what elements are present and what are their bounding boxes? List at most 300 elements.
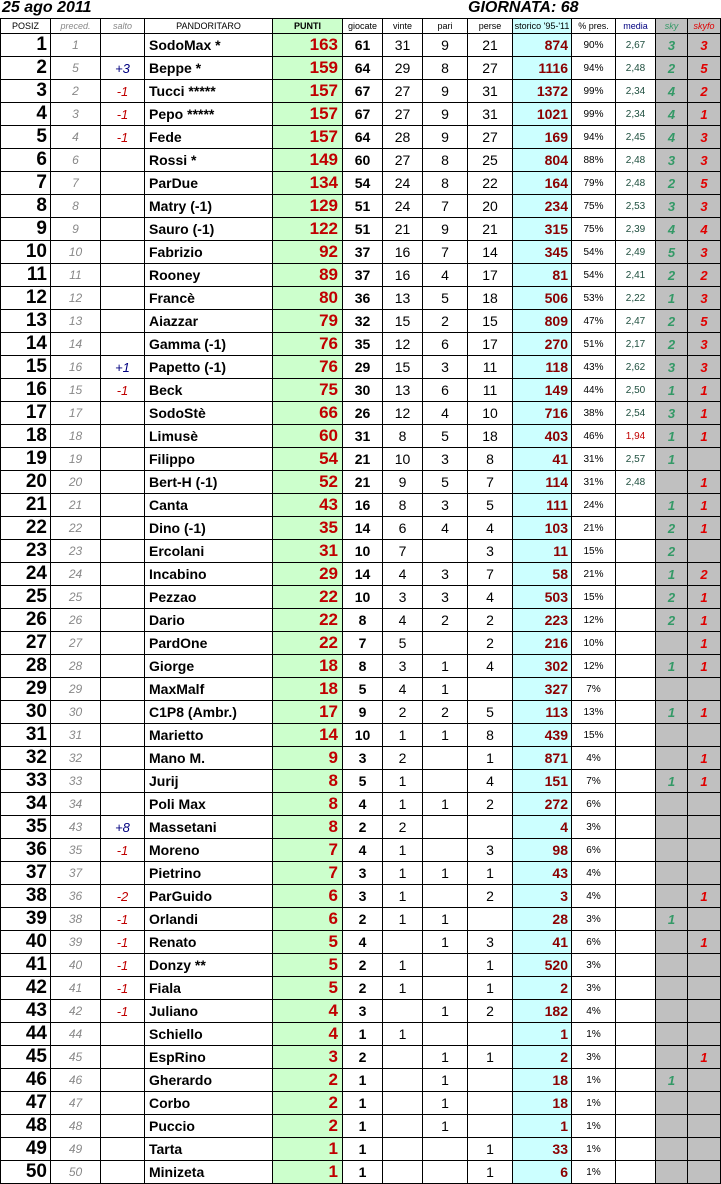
presence-cell: 1% [572,1161,616,1184]
presence-cell: 90% [572,34,616,57]
presence-cell: 7% [572,770,616,793]
sky-cell [656,954,688,977]
sky-cell: 4 [656,126,688,149]
won-cell: 27 [383,80,423,103]
previous-cell: 1 [51,34,101,57]
history-cell: 41 [513,448,572,471]
points-cell: 159 [273,57,343,80]
won-cell [383,1115,423,1138]
points-cell: 163 [273,34,343,57]
jump-cell: -1 [101,931,145,954]
position-cell: 37 [1,862,51,885]
jump-cell [101,724,145,747]
position-cell: 4 [1,103,51,126]
presence-cell: 21% [572,517,616,540]
lost-cell [468,1069,513,1092]
date-label: 25 ago 2011 [2,0,92,16]
jump-cell [101,1115,145,1138]
draw-cell [423,1023,468,1046]
sky-cell [656,724,688,747]
points-cell: 2 [273,1069,343,1092]
table-row [1,471,721,494]
average-cell [616,908,656,931]
player-name-cell: Matry (-1) [145,195,273,218]
lost-cell: 2 [468,1000,513,1023]
position-cell: 34 [1,793,51,816]
history-cell: 182 [513,1000,572,1023]
points-cell: 14 [273,724,343,747]
won-cell: 12 [383,402,423,425]
jump-cell [101,448,145,471]
won-cell: 3 [383,586,423,609]
previous-cell: 22 [51,517,101,540]
won-cell: 28 [383,126,423,149]
lost-cell [468,908,513,931]
sky-cell: 2 [656,57,688,80]
won-cell: 15 [383,356,423,379]
sky-cell: 2 [656,264,688,287]
player-name-cell: Fabrizio [145,241,273,264]
points-cell: 122 [273,218,343,241]
position-cell: 26 [1,609,51,632]
average-cell [616,586,656,609]
lost-cell: 1 [468,747,513,770]
jump-cell [101,195,145,218]
average-cell: 2,57 [616,448,656,471]
lost-cell: 27 [468,57,513,80]
skyfo-cell [688,1069,721,1092]
history-cell: 1372 [513,80,572,103]
played-cell: 1 [343,1161,383,1184]
previous-cell: 6 [51,149,101,172]
position-cell: 9 [1,218,51,241]
table-row [1,862,721,885]
skyfo-cell [688,1161,721,1184]
skyfo-cell: 5 [688,57,721,80]
jump-cell: +1 [101,356,145,379]
draw-cell: 9 [423,126,468,149]
jump-cell: -1 [101,908,145,931]
draw-cell: 7 [423,195,468,218]
points-cell: 129 [273,195,343,218]
player-name-cell: Pezzao [145,586,273,609]
jump-cell [101,632,145,655]
points-cell: 7 [273,862,343,885]
played-cell: 4 [343,931,383,954]
skyfo-cell: 1 [688,402,721,425]
table-row [1,724,721,747]
table-row [1,494,721,517]
previous-cell: 25 [51,586,101,609]
played-cell: 21 [343,448,383,471]
table-row [1,931,721,954]
col-sky: sky [656,19,688,34]
player-name-cell: Bert-H (-1) [145,471,273,494]
won-cell: 3 [383,655,423,678]
sky-cell: 1 [656,494,688,517]
played-cell: 10 [343,724,383,747]
lost-cell: 4 [468,770,513,793]
table-row [1,333,721,356]
history-cell: 1 [513,1023,572,1046]
table-row [1,356,721,379]
won-cell: 13 [383,287,423,310]
position-cell: 48 [1,1115,51,1138]
player-name-cell: Mano M. [145,747,273,770]
lost-cell [468,678,513,701]
played-cell: 37 [343,241,383,264]
lost-cell: 4 [468,655,513,678]
skyfo-cell: 2 [688,80,721,103]
player-name-cell: Rooney [145,264,273,287]
previous-cell: 42 [51,1000,101,1023]
player-name-cell: Dario [145,609,273,632]
jump-cell [101,1161,145,1184]
player-name-cell: Papetto (-1) [145,356,273,379]
presence-cell: 12% [572,609,616,632]
skyfo-cell: 3 [688,356,721,379]
average-cell: 2,34 [616,80,656,103]
player-name-cell: Moreno [145,839,273,862]
previous-cell: 8 [51,195,101,218]
sky-cell: 1 [656,655,688,678]
won-cell [383,1138,423,1161]
previous-cell: 9 [51,218,101,241]
player-name-cell: Schiello [145,1023,273,1046]
previous-cell: 48 [51,1115,101,1138]
presence-cell: 44% [572,379,616,402]
sky-cell: 5 [656,241,688,264]
draw-cell: 1 [423,1000,468,1023]
won-cell: 15 [383,310,423,333]
lost-cell: 3 [468,839,513,862]
previous-cell: 2 [51,80,101,103]
lost-cell: 17 [468,333,513,356]
history-cell: 103 [513,517,572,540]
points-cell: 35 [273,517,343,540]
presence-cell: 1% [572,1092,616,1115]
player-name-cell: Marietto [145,724,273,747]
skyfo-cell: 5 [688,172,721,195]
presence-cell: 31% [572,471,616,494]
average-cell: 2,48 [616,57,656,80]
table-row [1,57,721,80]
previous-cell: 30 [51,701,101,724]
points-cell: 2 [273,1092,343,1115]
average-cell: 2,41 [616,264,656,287]
jump-cell [101,218,145,241]
played-cell: 37 [343,264,383,287]
played-cell: 64 [343,126,383,149]
skyfo-cell: 1 [688,494,721,517]
skyfo-cell [688,862,721,885]
draw-cell [423,839,468,862]
draw-cell: 2 [423,701,468,724]
player-name-cell: Massetani [145,816,273,839]
previous-cell: 17 [51,402,101,425]
won-cell: 8 [383,494,423,517]
position-cell: 46 [1,1069,51,1092]
average-cell [616,563,656,586]
presence-cell: 24% [572,494,616,517]
previous-cell: 13 [51,310,101,333]
skyfo-cell: 1 [688,1046,721,1069]
history-cell: 169 [513,126,572,149]
lost-cell: 15 [468,310,513,333]
previous-cell: 12 [51,287,101,310]
presence-cell: 15% [572,540,616,563]
previous-cell: 31 [51,724,101,747]
sky-cell: 3 [656,195,688,218]
average-cell [616,655,656,678]
history-cell: 118 [513,356,572,379]
previous-cell: 24 [51,563,101,586]
points-cell: 6 [273,908,343,931]
col-skyfo: skyfo [688,19,721,34]
presence-cell: 47% [572,310,616,333]
player-name-cell: Dino (-1) [145,517,273,540]
won-cell: 24 [383,195,423,218]
table-row [1,1000,721,1023]
sky-cell [656,816,688,839]
header-row [1,19,721,34]
jump-cell [101,1138,145,1161]
played-cell: 3 [343,862,383,885]
draw-cell: 5 [423,471,468,494]
average-cell: 2,39 [616,218,656,241]
skyfo-cell [688,540,721,563]
position-cell: 7 [1,172,51,195]
table-row [1,655,721,678]
sky-cell: 3 [656,402,688,425]
position-cell: 24 [1,563,51,586]
presence-cell: 1% [572,1069,616,1092]
history-cell: 98 [513,839,572,862]
presence-cell: 99% [572,103,616,126]
sky-cell: 2 [656,609,688,632]
player-name-cell: Francè [145,287,273,310]
sky-cell [656,862,688,885]
position-cell: 10 [1,241,51,264]
points-cell: 5 [273,931,343,954]
sky-cell: 1 [656,448,688,471]
sky-cell [656,793,688,816]
lost-cell: 21 [468,34,513,57]
sky-cell: 4 [656,218,688,241]
average-cell: 1,94 [616,425,656,448]
table-row [1,793,721,816]
played-cell: 2 [343,816,383,839]
average-cell [616,701,656,724]
presence-cell: 1% [572,1115,616,1138]
points-cell: 9 [273,747,343,770]
table-row [1,172,721,195]
position-cell: 13 [1,310,51,333]
sky-cell [656,1161,688,1184]
sky-cell: 2 [656,586,688,609]
sky-cell [656,1115,688,1138]
position-cell: 15 [1,356,51,379]
draw-cell: 1 [423,1069,468,1092]
won-cell: 24 [383,172,423,195]
sky-cell: 2 [656,333,688,356]
previous-cell: 7 [51,172,101,195]
lost-cell: 31 [468,103,513,126]
won-cell: 1 [383,885,423,908]
previous-cell: 46 [51,1069,101,1092]
player-name-cell: Gherardo [145,1069,273,1092]
skyfo-cell: 2 [688,264,721,287]
average-cell [616,954,656,977]
history-cell: 18 [513,1069,572,1092]
history-cell: 345 [513,241,572,264]
sky-cell: 1 [656,1069,688,1092]
average-cell [616,770,656,793]
jump-cell [101,793,145,816]
position-cell: 33 [1,770,51,793]
history-cell: 302 [513,655,572,678]
position-cell: 2 [1,57,51,80]
sky-cell: 2 [656,517,688,540]
position-cell: 22 [1,517,51,540]
position-cell: 14 [1,333,51,356]
table-row [1,379,721,402]
position-cell: 50 [1,1161,51,1184]
skyfo-cell: 3 [688,149,721,172]
sky-cell: 4 [656,103,688,126]
average-cell [616,1069,656,1092]
jump-cell [101,425,145,448]
history-cell: 6 [513,1161,572,1184]
sky-cell [656,632,688,655]
played-cell: 4 [343,839,383,862]
won-cell: 1 [383,908,423,931]
won-cell [383,1092,423,1115]
average-cell: 2,22 [616,287,656,310]
previous-cell: 21 [51,494,101,517]
played-cell: 4 [343,793,383,816]
played-cell: 14 [343,517,383,540]
skyfo-cell [688,908,721,931]
points-cell: 1 [273,1161,343,1184]
draw-cell: 1 [423,1092,468,1115]
jump-cell [101,1069,145,1092]
draw-cell: 1 [423,908,468,931]
average-cell [616,1115,656,1138]
played-cell: 26 [343,402,383,425]
won-cell: 16 [383,241,423,264]
previous-cell: 20 [51,471,101,494]
presence-cell: 43% [572,356,616,379]
played-cell: 51 [343,195,383,218]
draw-cell: 1 [423,724,468,747]
draw-cell: 9 [423,80,468,103]
table-row [1,747,721,770]
jump-cell [101,1046,145,1069]
lost-cell: 7 [468,563,513,586]
position-cell: 49 [1,1138,51,1161]
history-cell: 871 [513,747,572,770]
played-cell: 7 [343,632,383,655]
average-cell [616,678,656,701]
played-cell: 8 [343,609,383,632]
presence-cell: 3% [572,816,616,839]
table-row [1,954,721,977]
jump-cell: -1 [101,379,145,402]
previous-cell: 43 [51,816,101,839]
previous-cell: 35 [51,839,101,862]
sky-cell [656,1138,688,1161]
skyfo-cell [688,977,721,1000]
points-cell: 76 [273,333,343,356]
previous-cell: 32 [51,747,101,770]
history-cell: 716 [513,402,572,425]
table-row [1,540,721,563]
position-cell: 23 [1,540,51,563]
won-cell: 6 [383,517,423,540]
lost-cell: 5 [468,494,513,517]
skyfo-cell: 1 [688,632,721,655]
player-name-cell: MaxMalf [145,678,273,701]
jump-cell [101,701,145,724]
presence-cell: 54% [572,241,616,264]
average-cell [616,1023,656,1046]
previous-cell: 45 [51,1046,101,1069]
col-posiz: POSIZ [1,19,51,34]
played-cell: 10 [343,540,383,563]
position-cell: 16 [1,379,51,402]
player-name-cell: Fiala [145,977,273,1000]
col-preced: preced. [51,19,101,34]
skyfo-cell: 1 [688,379,721,402]
skyfo-cell: 5 [688,310,721,333]
previous-cell: 49 [51,1138,101,1161]
points-cell: 3 [273,1046,343,1069]
points-cell: 6 [273,885,343,908]
won-cell: 1 [383,793,423,816]
lost-cell: 2 [468,793,513,816]
draw-cell [423,1161,468,1184]
previous-cell: 40 [51,954,101,977]
points-cell: 60 [273,425,343,448]
played-cell: 67 [343,103,383,126]
table-row [1,586,721,609]
history-cell: 270 [513,333,572,356]
table-row [1,1115,721,1138]
player-name-cell: EspRino [145,1046,273,1069]
played-cell: 30 [343,379,383,402]
player-name-cell: Incabino [145,563,273,586]
player-name-cell: Donzy ** [145,954,273,977]
played-cell: 3 [343,885,383,908]
points-cell: 76 [273,356,343,379]
won-cell: 1 [383,770,423,793]
points-cell: 2 [273,1115,343,1138]
won-cell: 10 [383,448,423,471]
jump-cell [101,333,145,356]
history-cell: 43 [513,862,572,885]
table-row [1,103,721,126]
col-media: media [616,19,656,34]
points-cell: 31 [273,540,343,563]
average-cell [616,632,656,655]
history-cell: 809 [513,310,572,333]
won-cell: 29 [383,57,423,80]
lost-cell: 17 [468,264,513,287]
jump-cell [101,540,145,563]
average-cell [616,816,656,839]
player-name-cell: Jurij [145,770,273,793]
